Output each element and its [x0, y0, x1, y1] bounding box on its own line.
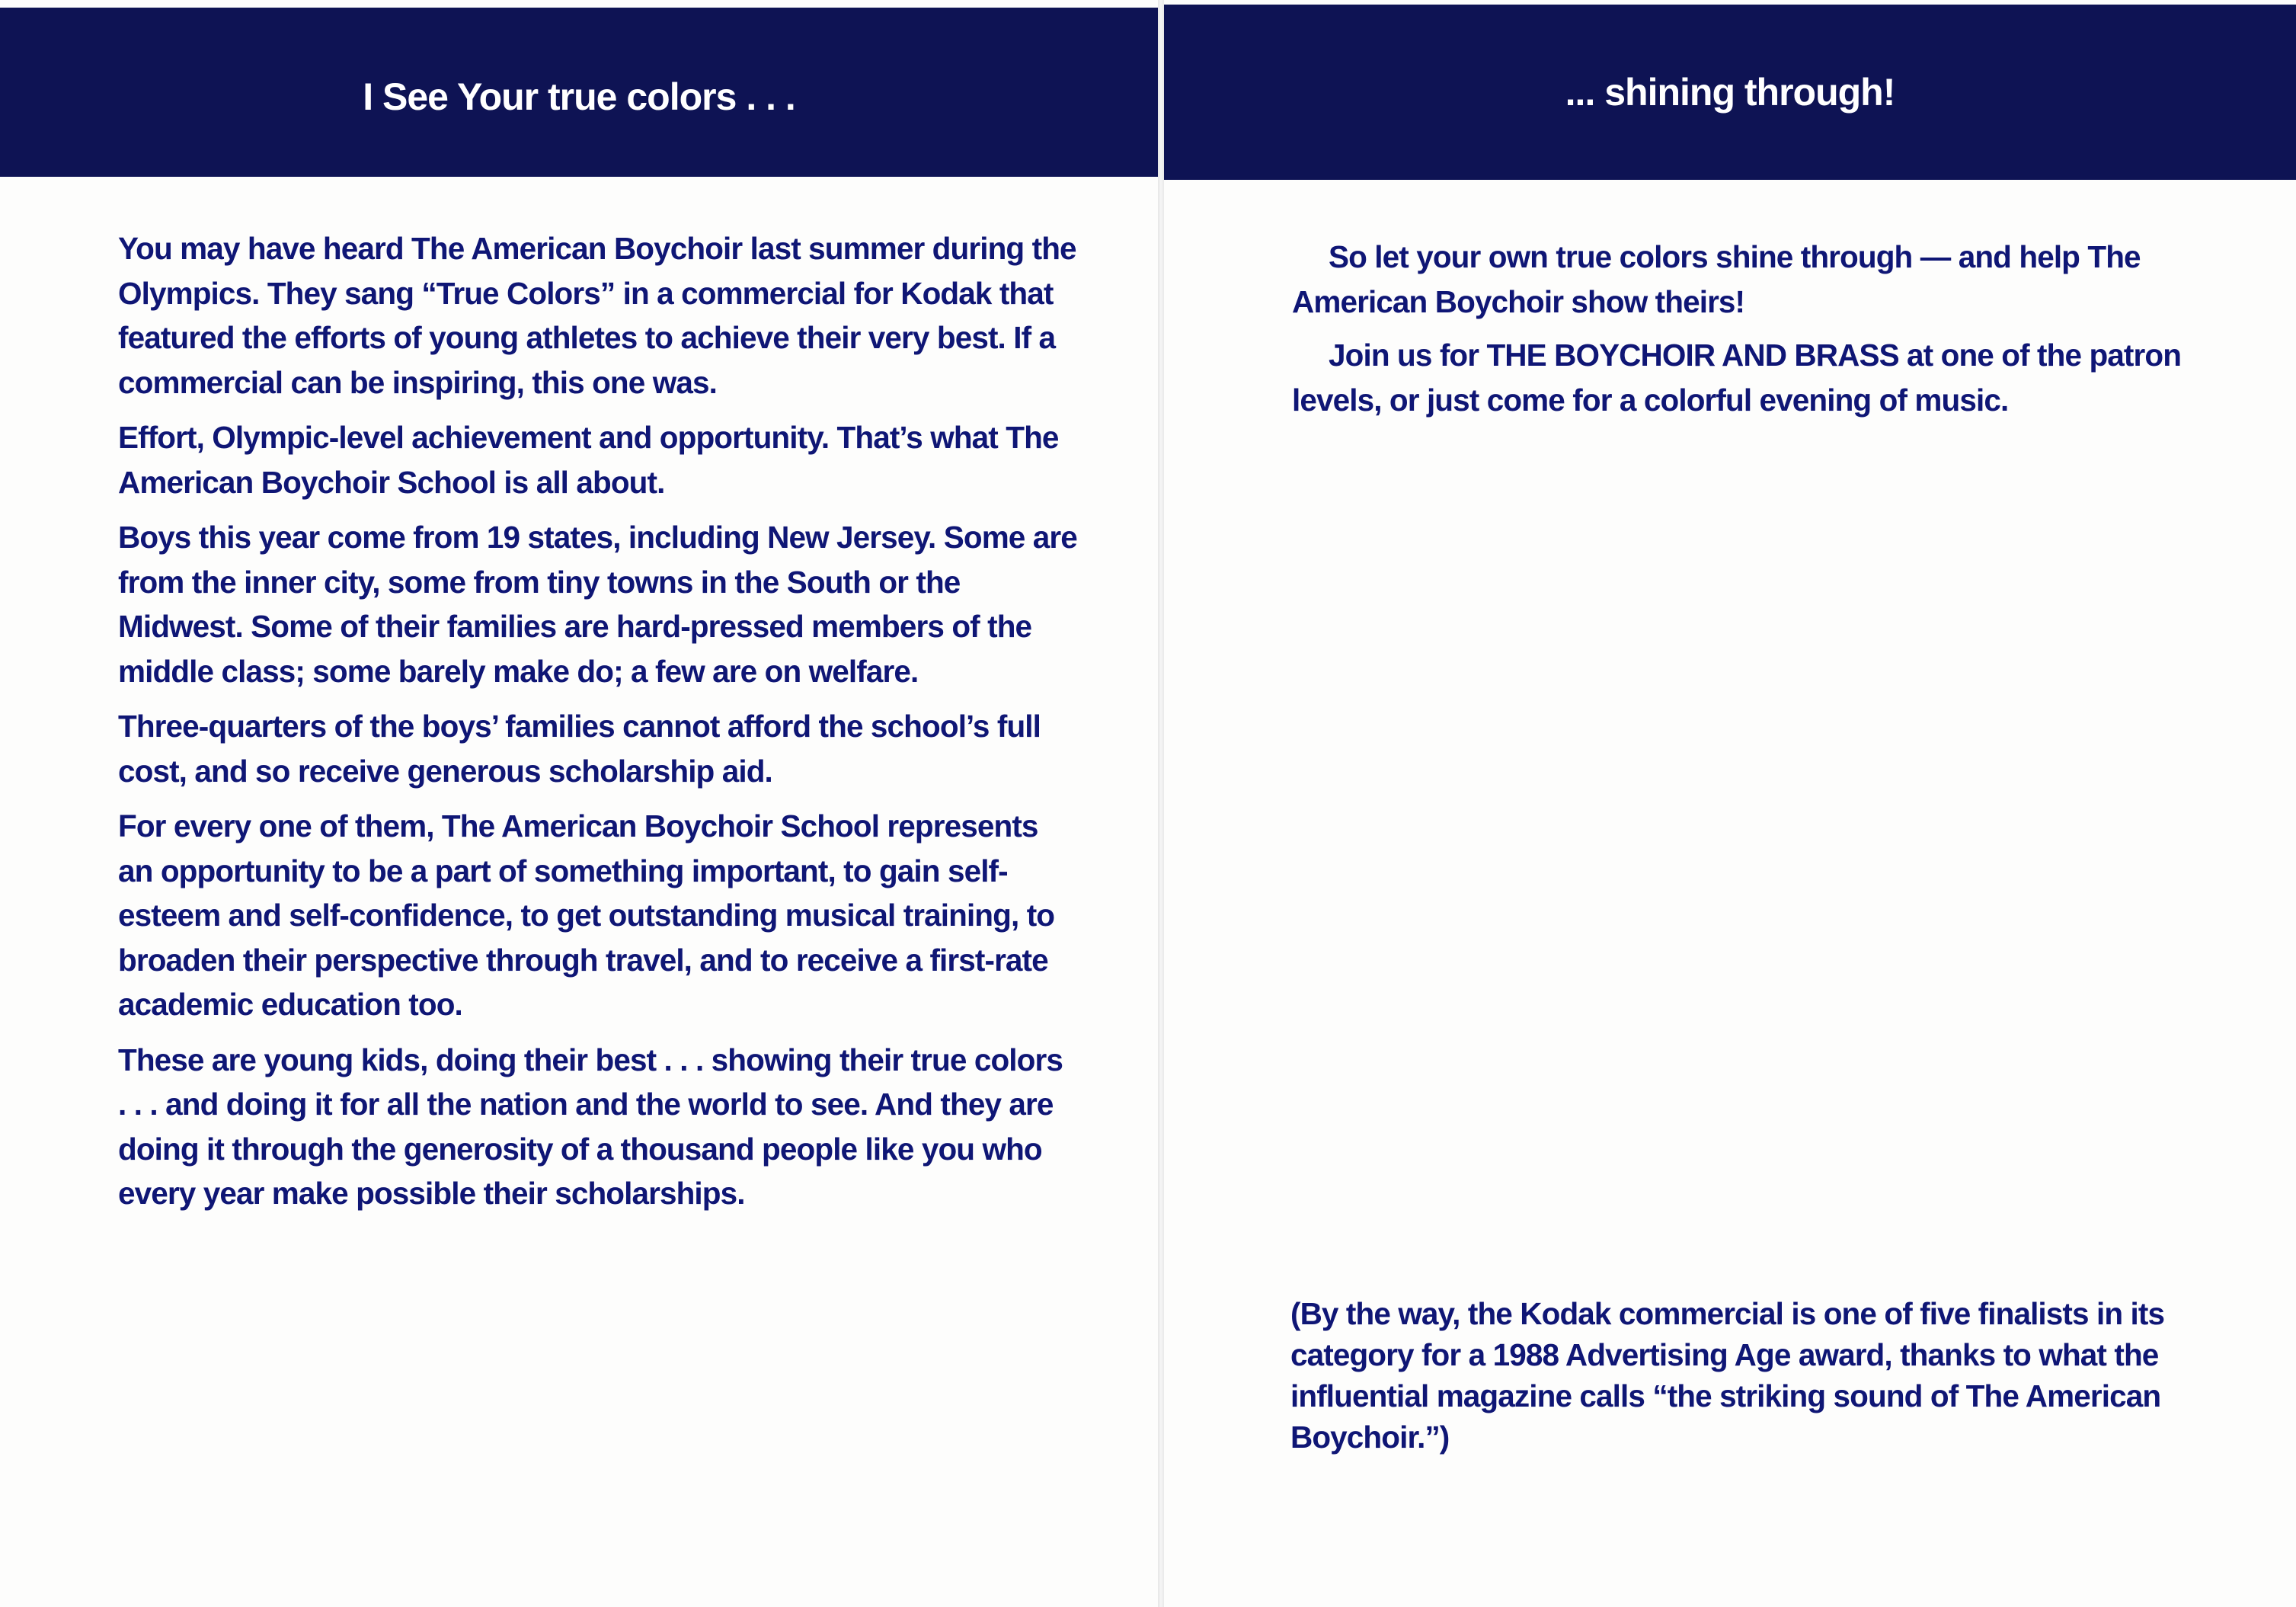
paragraph: For every one of them, The American Boychoir School represents an opportunity to be a part of something important, to gain self-esteem and self-confidence, to get outstanding musical training, to broaden their perspective through travel, and to receive a first-rate academic education too. — [118, 808, 1055, 1022]
paragraph: So let your own true colors shine through — and help The American Boychoir show theirs! — [1292, 239, 2141, 319]
center-fold — [1158, 0, 1164, 1607]
paragraph: You may have heard The American Boychoir last summer during the Olympics. They sang “True Colors” in a commercial for Kodak that featured the efforts of young athletes to achieve their very best. If a commercial can be inspiring, this one was. — [118, 231, 1076, 400]
left-heading: I See Your true colors . . . — [363, 75, 795, 118]
right-page — [1164, 0, 2296, 1607]
right-header-band — [1164, 5, 2296, 180]
paragraph: Join us for THE BOYCHOIR AND BRASS at one of the patron levels, or just come for a colorful evening of music. — [1292, 338, 2182, 418]
footnote-text: (By the way, the Kodak commercial is one of five finalists in its category for a 1988 Advertising Age award, thanks to what the influential magazine calls “the striking sound of The American Boychoir.”) — [1290, 1296, 2165, 1455]
right-body-text — [1292, 235, 2237, 431]
footnote — [1290, 1293, 2235, 1458]
paragraph: These are young kids, doing their best . . . showing their true colors . . . and doing it for all the nation and the world to see. And they are doing it through the generosity of a thousand people like you who every year make possible their scholarships. — [118, 1042, 1063, 1211]
left-body-text — [118, 226, 1078, 1227]
paragraph: Boys this year come from 19 states, including New Jersey. Some are from the inner city, some from tiny towns in the South or the Midwest. Some of their families are hard-pressed members of the middle class; some barely make do; a few are on welfare. — [118, 520, 1077, 689]
right-heading: ... shining through! — [1565, 71, 1895, 114]
paragraph: Effort, Olympic-level achievement and opportunity. That’s what The American Boychoir School is all about. — [118, 420, 1059, 500]
paragraph: Three-quarters of the boys’ families cannot afford the school’s full cost, and so receive generous scholarship aid. — [118, 709, 1041, 789]
left-header-band — [0, 8, 1158, 177]
